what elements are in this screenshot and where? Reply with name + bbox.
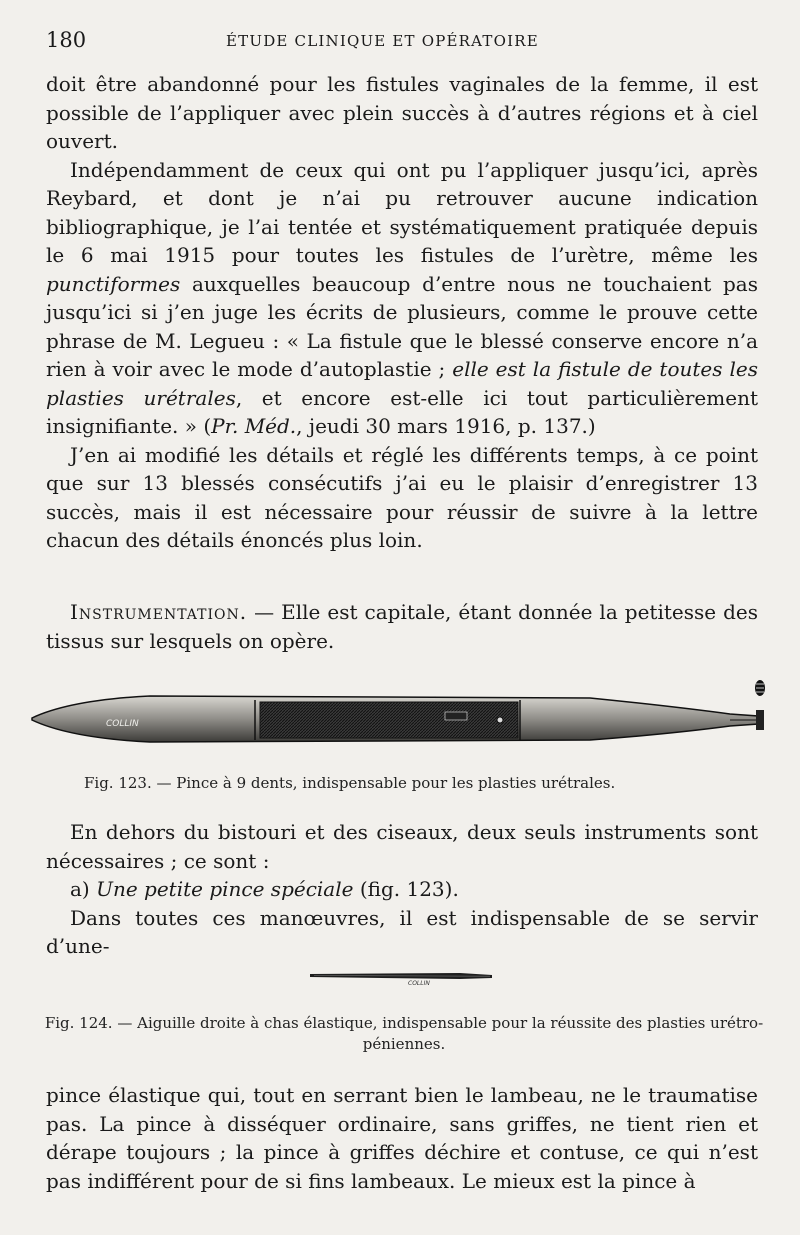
text-block-instrumentation xyxy=(46,598,758,655)
paragraph-2-italic-punctiformes: punctiformes xyxy=(46,271,181,296)
paragraph-1: doit être abandonné pour les fistules vaginales de la femme, il est possible de l’appliquer avec plein succès à d’autres régions et à ciel ouvert. xyxy=(46,72,758,153)
figure-123-caption: Fig. 123. — Pince à 9 dents, indispensable pour les plasties urétrales. xyxy=(84,774,616,792)
text-block-bottom xyxy=(46,1081,758,1195)
forceps-teeth-detail-icon xyxy=(755,680,765,696)
text-block-top xyxy=(46,70,758,555)
page-header xyxy=(46,28,758,58)
forceps-maker-mark: COLLIN xyxy=(106,719,139,729)
paragraph-2-part-c: , et encore est-elle ici tout particulièrement insignifiante. » ( xyxy=(46,385,758,438)
paragraph-4 xyxy=(46,598,758,655)
paragraph-2-part-d: , jeudi 30 mars 1916, p. 137.) xyxy=(296,414,596,438)
figure-124-caption: Fig. 124. — Aiguille droite à chas élastique, indispensable pour la réussite des plasties urétro-péniennes. xyxy=(44,1014,764,1053)
paragraph-8: pince élastique qui, tout en serrant bien le lambeau, ne le traumatise pas. La pince à disséquer ordinaire, sans griffes, ne tient rien et dérape toujours ; la pince à griffes déchire et contuse, ce qui n’est pas indifférent pour de si fins lambeaux. Le mieux est la pince à xyxy=(46,1083,758,1193)
needle-maker-mark: COLLIN xyxy=(408,980,430,986)
paragraph-6-suffix: (fig. 123). xyxy=(353,877,459,901)
paragraph-6 xyxy=(46,875,758,904)
page-number: 180 xyxy=(46,28,87,52)
section-label-instrumentation: Instrumentation. xyxy=(70,600,248,624)
paragraph-2-part-a: Indépendamment de ceux qui ont pu l’appliquer jusqu’ici, après Reybard, et dont je n’ai pu retrouver aucune indication bibliographique, je l’ai tentée et systématiquement pratiquée depuis le 6 mai 1915 pour toutes les fistules de l’urètre, même les xyxy=(46,157,758,267)
paragraph-2 xyxy=(46,156,758,441)
needle-illustration xyxy=(310,966,495,986)
forceps-illustration xyxy=(30,680,770,750)
paragraph-5: En dehors du bistouri et des ciseaux, deux seuls instruments sont nécessaires ; ce sont : xyxy=(46,820,758,873)
paragraph-4-text: — Elle est capitale, étant donnée la petitesse des tissus sur lesquels on opère. xyxy=(46,600,758,653)
paragraph-2-part-b: auxquelles beaucoup d’entre nous ne touchaient pas jusqu’ici si j’en juge les écrits de plusieurs, comme le prouve cette phrase de M. Legueu : « La fistule que le blessé conserve encore n’a rien à voir avec le mode d’autoplastie ; xyxy=(46,271,758,381)
paragraph-2-italic-source: Pr. Méd. xyxy=(211,414,297,438)
forceps-teeth xyxy=(756,710,764,730)
paragraph-3: J’en ai modifié les détails et réglé les différents temps, à ce point que sur 13 blessés consécutifs j’ai eu le plaisir d’enregistrer 13 succès, mais il est nécessaire pour réussir de suivre à la lettre chacun des détails énoncés plus loin. xyxy=(46,442,758,552)
running-title: ÉTUDE CLINIQUE ET OPÉRATOIRE xyxy=(226,32,539,50)
forceps-grip-hatching xyxy=(260,702,518,738)
paragraph-7: Dans toutes ces manœuvres, il est indispensable de se servir d’une- xyxy=(46,905,758,958)
paragraph-6-italic: Une petite pince spéciale xyxy=(96,877,354,901)
paragraph-2-italic-quote: elle est la fistule de toutes les plasties urétrales xyxy=(46,357,758,410)
text-block-middle xyxy=(46,818,758,961)
paragraph-6-prefix: a) xyxy=(70,877,97,901)
